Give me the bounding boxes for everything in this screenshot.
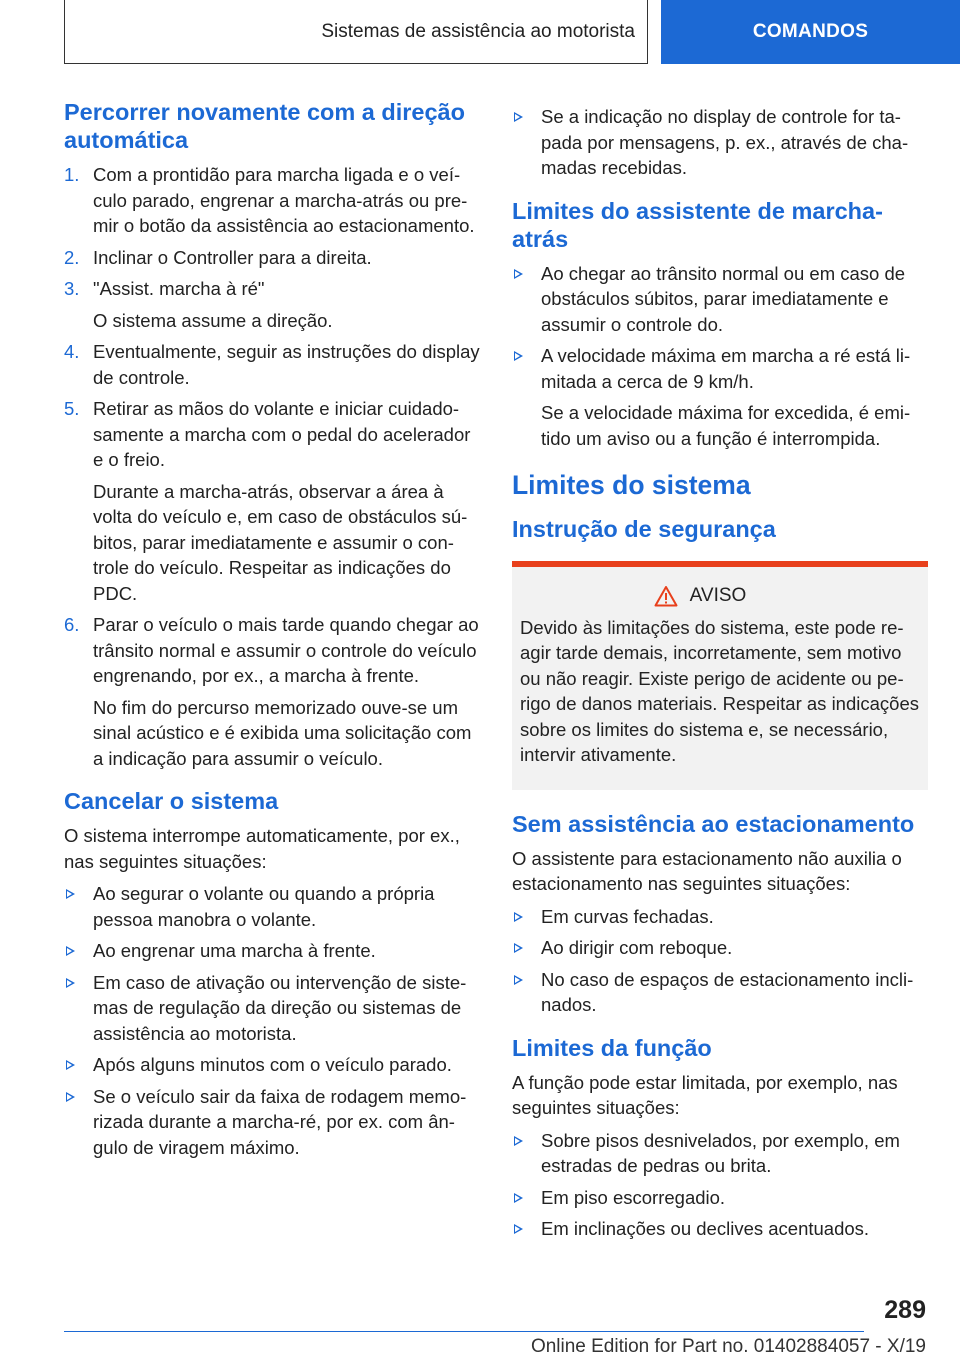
list-item: Em piso escorregadio. xyxy=(512,1185,928,1211)
edition-text: Online Edition for Part no. 01402884057 - X/19 xyxy=(530,1336,926,1357)
list-item: A velocidade máxima em marcha a ré está limitada a cerca de 9 km/h. Se a velocidade máxima for excedida, é emitido um aviso ou a função é interrompida. xyxy=(512,343,928,451)
left-column xyxy=(64,98,482,1166)
bullet-triangle-icon xyxy=(514,112,523,122)
list-item: Se o veículo sair da faixa de rodagem memorizada durante a marcha-ré, por ex. com ângulo de viragem máximo. xyxy=(64,1084,482,1161)
heading-no-assist: Sem assistência ao estacionamento xyxy=(512,810,915,837)
cancel-list xyxy=(64,881,482,1160)
step-text: Inclinar o Controller para a direita. xyxy=(93,246,372,268)
warning-box xyxy=(512,561,928,790)
bullet-triangle-icon xyxy=(66,946,75,956)
warning-title: AVISO xyxy=(689,585,747,606)
step-number: 2. xyxy=(64,246,80,268)
heading-reroute: Percorrer novamente com a direção automática xyxy=(64,99,465,153)
step-text: Eventualmente, seguir as instruções do display de controle. xyxy=(93,341,480,388)
bullet-triangle-icon xyxy=(514,1136,523,1146)
page-number: 289 xyxy=(884,1296,926,1324)
list-item: Em inclinações ou declives acentuados. xyxy=(512,1216,928,1242)
step-text: Retirar as mãos do volante e iniciar cuidadosamente a marcha com o pedal do acelerador e o freio. xyxy=(93,398,471,470)
step-item xyxy=(64,162,482,239)
list-item: Ao engrenar uma marcha à frente. xyxy=(64,938,482,964)
step-number: 4. xyxy=(64,341,80,362)
bullet-triangle-icon xyxy=(514,269,523,279)
step-item xyxy=(64,245,482,271)
heading-cancel: Cancelar o sistema xyxy=(64,788,279,814)
chapter-title: COMANDOS xyxy=(752,21,869,42)
right-column xyxy=(512,98,928,1248)
step-number: 6. xyxy=(64,614,80,635)
section-title: Sistemas de assistência ao motorista xyxy=(321,20,635,42)
step-item xyxy=(64,276,482,333)
bullet-triangle-icon xyxy=(514,975,523,985)
step-text: "Assist. marcha à ré" xyxy=(93,278,265,299)
step-item xyxy=(64,612,482,771)
step-number: 5. xyxy=(64,398,80,419)
steps-list xyxy=(64,162,482,771)
bullet-triangle-icon xyxy=(514,1224,523,1234)
running-header xyxy=(64,0,648,64)
list-item: Ao segurar o volante ou quando a própria pessoa manobra o volante. xyxy=(64,881,482,932)
bullet-triangle-icon xyxy=(514,351,523,361)
heading-function-limits: Limites da função xyxy=(512,1034,712,1061)
list-item: Sobre pisos desnivelados, por exemplo, em estradas de pedras ou brita. xyxy=(512,1128,928,1179)
step-item xyxy=(64,339,482,390)
function-intro: A função pode estar limitada, por exemplo, nas seguintes situações: xyxy=(512,1071,898,1118)
heading-safety: Instrução de segurança xyxy=(512,516,776,542)
bullet-triangle-icon xyxy=(514,943,523,953)
no-assist-list xyxy=(512,904,928,1018)
bullet-triangle-icon xyxy=(66,1060,75,1070)
list-item: No caso de espaços de estacionamento inclinados. xyxy=(512,967,928,1018)
function-list xyxy=(512,1128,928,1242)
limits-reverse-list xyxy=(512,261,928,452)
no-assist-intro: O assistente para estacionamento não auxilia o estacionamento nas seguintes situações: xyxy=(512,847,902,894)
continued-list xyxy=(512,104,928,181)
warning-triangle-icon xyxy=(654,585,678,607)
warning-header xyxy=(480,583,920,609)
bullet-triangle-icon xyxy=(66,978,75,988)
step-text: Parar o veículo o mais tarde quando chegar ao trânsito normal e assumir o controle do veículo engrenando, por ex., a marcha à frente. xyxy=(93,614,479,686)
step-text: Com a prontidão para marcha ligada e o veículo parado, engrenar a marcha-atrás ou premir o botão da assistência ao estacionamento. xyxy=(93,164,475,236)
list-item: Ao chegar ao trânsito normal ou em caso de obstáculos súbitos, parar imediatamente e assumir o controle do. xyxy=(512,261,928,338)
list-subtext: Se a velocidade máxima for excedida, é emitido um aviso ou a função é interrompida. xyxy=(541,402,911,449)
cancel-intro: O sistema interrompe automaticamente, por ex., nas seguintes situações: xyxy=(64,825,460,872)
list-item: Ao dirigir com reboque. xyxy=(512,935,928,961)
step-item xyxy=(64,396,482,606)
step-number: 1. xyxy=(64,164,80,185)
bullet-triangle-icon xyxy=(514,1193,523,1203)
heading-limits-reverse: Limites do assistente de marcha-atrás xyxy=(512,197,883,252)
list-item: Em curvas fechadas. xyxy=(512,904,928,930)
step-subtext: No fim do percurso memorizado ouve-se um sinal acústico e é exibida uma solicitação com a indicação para assumir o veículo. xyxy=(93,696,472,769)
bullet-triangle-icon xyxy=(66,889,75,899)
list-item: Se a indicação no display de controle for tapada por mensagens, p. ex., através de chamadas recebidas. xyxy=(512,104,928,181)
bullet-triangle-icon xyxy=(514,912,523,922)
list-item: Em caso de ativação ou intervenção de sistemas de regulação da direção ou sistemas de assistência ao motorista. xyxy=(64,970,482,1047)
list-item: Após alguns minutos com o veículo parado. xyxy=(64,1052,482,1078)
step-number: 3. xyxy=(64,278,80,299)
footer-divider xyxy=(64,1331,864,1332)
heading-system-limits: Limites do sistema xyxy=(512,470,751,500)
step-subtext: Durante a marcha-atrás, observar a área à volta do veículo e, em caso de obstáculos súbitos, parar imediatamente e assumir o controle do veículo. Respeitar as indicações do PDC. xyxy=(93,480,468,604)
chapter-tab xyxy=(661,0,960,64)
step-subtext: O sistema assume a direção. xyxy=(93,309,333,331)
bullet-triangle-icon xyxy=(66,1092,75,1102)
warning-text: Devido às limitações do sistema, este pode reagir tarde demais, incorretamente, sem motivo ou não reagir. Existe perigo de acidente ou perigo de danos materiais. Respeitar as indicações sobre os limites do sistema e, se necessário, intervir ativamente. xyxy=(520,616,919,765)
